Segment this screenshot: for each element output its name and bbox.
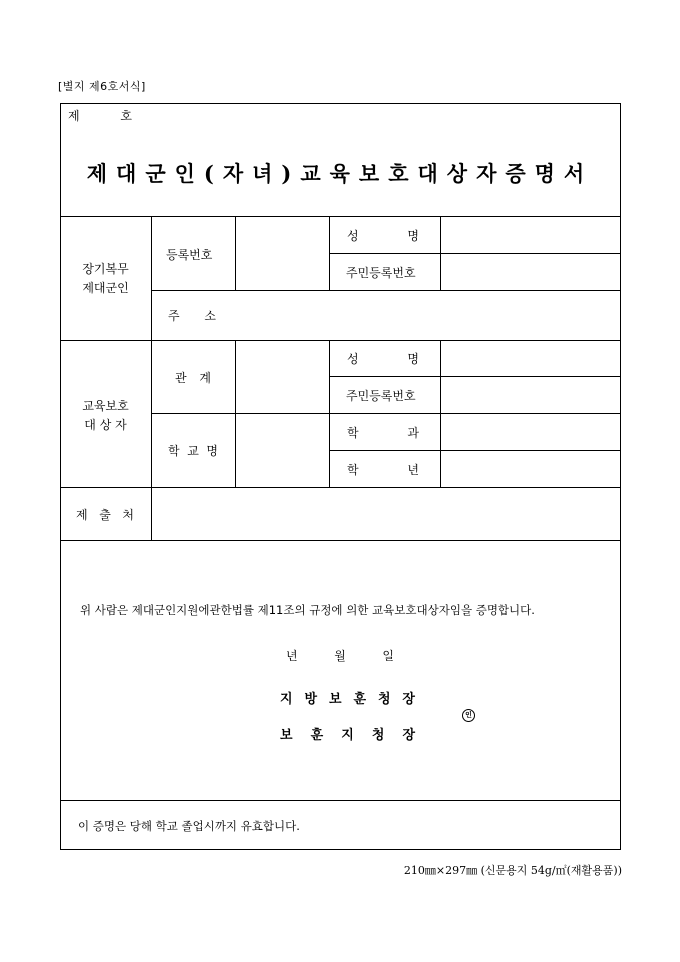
rule (151, 413, 621, 414)
issue-date: 년 월 일 (286, 649, 394, 663)
validity-note: 이 증명은 당해 학교 졸업시까지 유효합니다. (78, 819, 300, 833)
submit-to-label: 제 출 처 (76, 508, 134, 522)
rule (329, 450, 621, 451)
rule (151, 290, 621, 291)
document-number-label: 제 호 (68, 109, 132, 123)
rule (329, 216, 330, 290)
rule (235, 340, 236, 487)
rule (440, 340, 441, 487)
certification-statement: 위 사람은 제대군인지원에관한법률 제11조의 규정에 의한 교육보호대상자임을 증명합니다. (80, 603, 535, 617)
subject-resident-no-label: 주민등록번호 (346, 389, 416, 403)
veteran-address-label: 주 소 (168, 309, 216, 323)
issuer-regional-office: 지 방 보 훈 청 장 (280, 692, 415, 707)
rule (60, 340, 621, 341)
subject-name-label: 성 명 (347, 352, 419, 366)
rule (329, 340, 330, 487)
rule (151, 216, 152, 540)
veteran-name-label: 성 명 (347, 229, 419, 243)
rule (60, 487, 621, 488)
veteran-group-label: 장기복무 제대군인 (82, 262, 129, 295)
subject-grade-label: 학 년 (347, 463, 419, 477)
rule (60, 216, 621, 217)
rule (235, 216, 236, 290)
rule (440, 216, 441, 290)
certificate-title: 제대군인(자녀)교육보호대상자증명서 (86, 161, 594, 186)
issuer-branch-office: 보 훈 지 청 장 (280, 728, 415, 743)
paper-spec: 210㎜×297㎜ (신문용지 54g/㎡(재활용품)) (403, 864, 622, 877)
veteran-resident-no-label: 주민등록번호 (346, 266, 416, 280)
rule (60, 540, 621, 541)
subject-group-label: 교육보호 대 상 자 (82, 399, 129, 432)
form-number-label: [별지 제6호서식] (58, 80, 146, 93)
seal-mark: 인 (462, 709, 475, 722)
subject-relation-label: 관 계 (175, 371, 211, 385)
rule (329, 376, 621, 377)
subject-school-label: 학 교 명 (168, 444, 218, 458)
rule (60, 800, 621, 801)
veteran-reg-no-label: 등록번호 (166, 248, 213, 262)
subject-dept-label: 학 과 (347, 426, 419, 440)
rule (329, 253, 621, 254)
